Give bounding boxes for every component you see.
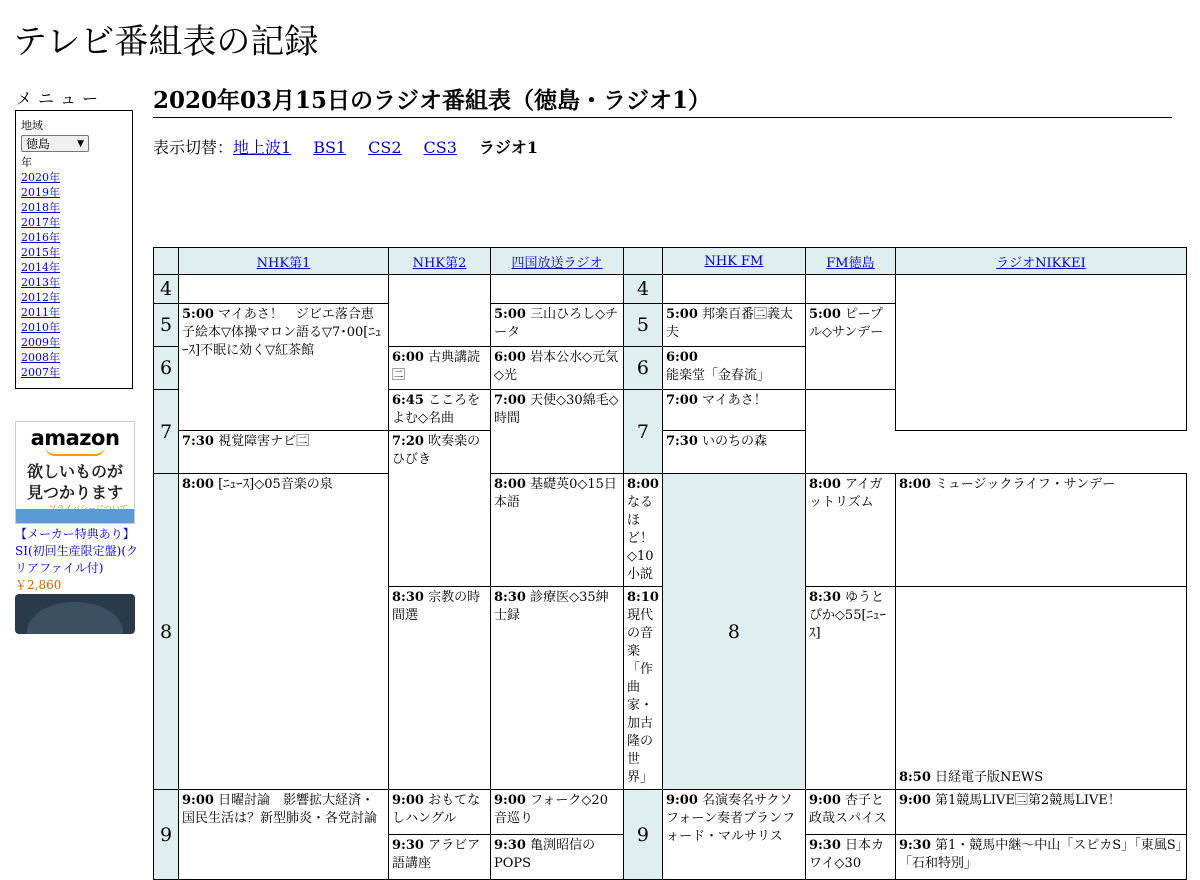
hour-cell: 8: [154, 474, 179, 790]
program-title: ゆうとぴか◇55[ﾆｭｰｽ]: [808, 590, 887, 641]
program-title: マイあさ！: [702, 393, 767, 408]
radio-schedule-table: [153, 247, 1187, 880]
region-select[interactable]: [21, 135, 89, 152]
switch-tab-radio-current: ラジオ1: [478, 138, 539, 157]
program-title: [ﾆｭｰｽ]◇05音楽の泉: [218, 477, 333, 492]
hour-cell: 6: [624, 347, 663, 390]
program-cell[interactable]: [491, 347, 624, 390]
program-cell[interactable]: [805, 474, 895, 587]
program-cell[interactable]: [662, 304, 805, 347]
program-cell[interactable]: [389, 790, 491, 835]
program-cell[interactable]: [179, 431, 389, 474]
program-time: 8:00: [627, 477, 659, 492]
product-image[interactable]: [15, 594, 135, 634]
program-time: 9:00: [898, 793, 931, 808]
program-cell[interactable]: [491, 304, 624, 347]
product-link[interactable]: 【メーカー特典あり】SI(初回生産限定盤)(クリアファイル付): [15, 527, 139, 575]
program-time: 6:00: [392, 350, 424, 365]
channel-header: [491, 248, 624, 275]
hour-cell: 7: [154, 390, 179, 474]
program-title: フォーク◇20音巡り: [494, 793, 608, 826]
hour-cell: 4: [624, 275, 663, 304]
program-title: 三山ひろし◇チータ: [494, 307, 619, 340]
year-link[interactable]: 2018年: [21, 201, 60, 214]
channel-link-nhk2[interactable]: NHK第2: [412, 255, 467, 271]
hour-cell: 6: [154, 347, 179, 390]
program-title: アラビア語講座: [392, 838, 481, 871]
program-time: 7:00: [665, 393, 698, 408]
year-link[interactable]: 2016年: [21, 231, 60, 244]
program-time: 8:10: [627, 590, 659, 605]
program-cell[interactable]: [662, 790, 805, 880]
switch-tab-bs1[interactable]: BS1: [313, 138, 347, 157]
year-label: 年: [21, 156, 32, 169]
program-time: 7:00: [494, 393, 526, 408]
view-switcher: [153, 135, 538, 158]
program-title: マイあさ！ ジビエ落合恵子絵本▽体操マロン語る▽7･00[ﾆｭｰｽ]不眠に効く▽紅茶館: [182, 307, 382, 358]
program-title: 吹奏楽のひびき: [392, 434, 481, 467]
program-cell[interactable]: [389, 431, 491, 587]
program-time: 9:00: [665, 793, 698, 808]
page-title: 2020年03月15日のラジオ番組表（徳島・ラジオ1）: [153, 82, 1172, 118]
channel-link-jrt[interactable]: 四国放送ラジオ: [511, 255, 603, 271]
year-link[interactable]: 2011年: [21, 306, 60, 319]
program-cell[interactable]: [805, 587, 895, 790]
year-link[interactable]: 2009年: [21, 336, 60, 349]
empty-cell: [895, 275, 1186, 431]
channel-header: [895, 248, 1186, 275]
hour-cell: 9: [154, 790, 179, 880]
amazon-logo: amazon: [30, 426, 120, 450]
ad-catch-2: 見つかります: [26, 483, 123, 502]
program-title: ピープル◇サンデー: [808, 307, 884, 340]
program-cell[interactable]: [662, 431, 805, 474]
program-title: 日経電子版NEWS: [935, 770, 1044, 785]
empty-cell: [662, 275, 805, 304]
program-title: 名演奏名サクソフォーン奏者ブランフォード・マルサリス: [665, 793, 796, 844]
program-time: 5:00: [808, 307, 841, 322]
ad-catch-1: 欲しいものが: [26, 462, 123, 481]
switch-tab-terrestrial[interactable]: 地上波1: [233, 138, 292, 157]
program-cell[interactable]: [895, 587, 1186, 790]
program-cell[interactable]: [805, 304, 895, 390]
program-time: 9:30: [392, 838, 424, 853]
program-title: 第1・競馬中継〜中山「スピカS」「東風S」「石和特別」: [898, 838, 1183, 871]
program-cell[interactable]: [491, 790, 624, 835]
program-cell[interactable]: [389, 835, 491, 880]
year-link[interactable]: 2015年: [21, 246, 60, 259]
menu-title: メニュー: [16, 89, 105, 108]
program-title: なるほど！◇10小説: [627, 495, 654, 582]
program-time: 6:45: [392, 393, 424, 408]
program-cell[interactable]: [895, 835, 1186, 880]
program-cell[interactable]: [662, 390, 805, 431]
program-cell[interactable]: [389, 390, 491, 431]
program-title: こころをよむ◇名曲: [392, 393, 481, 426]
program-title: 邦楽百番🈔義太夫: [665, 307, 794, 340]
hour-cell: 7: [624, 390, 663, 474]
region-label: 地域: [21, 119, 43, 132]
program-time: 8:00: [494, 477, 526, 492]
program-cell[interactable]: [662, 347, 805, 390]
program-time: 5:00: [665, 307, 698, 322]
program-cell[interactable]: [624, 474, 663, 587]
program-time: 9:30: [808, 838, 841, 853]
program-cell[interactable]: [491, 390, 624, 474]
program-cell[interactable]: [624, 587, 663, 790]
program-cell[interactable]: [491, 835, 624, 880]
program-time: 9:30: [898, 838, 931, 853]
program-title: 基礎英0◇15日本語: [494, 477, 617, 510]
corner-cell: [154, 248, 179, 275]
channel-link-fmtokushima[interactable]: FM徳島: [826, 255, 875, 271]
program-title: 亀渕昭信のPOPS: [494, 838, 596, 871]
program-time: 9:00: [808, 793, 841, 808]
program-time: 9:00: [182, 793, 214, 808]
program-cell[interactable]: [895, 790, 1186, 835]
program-time: 8:00: [182, 477, 214, 492]
product-image-shape: [27, 602, 123, 634]
program-cell[interactable]: [179, 474, 389, 790]
channel-link-nikkei[interactable]: ラジオNIKKEI: [996, 255, 1086, 271]
program-time: 5:00: [182, 307, 214, 322]
program-time: 7:20: [392, 434, 424, 449]
switch-tab-cs2[interactable]: CS2: [368, 138, 402, 157]
empty-cell: [389, 275, 491, 347]
program-cell[interactable]: [895, 474, 1186, 587]
program-title: 能楽堂「金春流」: [665, 368, 770, 383]
program-time: 7:30: [665, 434, 698, 449]
switcher-label: 表示切替：: [153, 138, 234, 157]
program-title: 診療医◇35紳士録: [494, 590, 609, 623]
program-title: 現代の音楽「作曲家・加古隆の世界」: [627, 608, 654, 785]
year-list: [21, 170, 127, 380]
program-cell[interactable]: [389, 587, 491, 790]
amazon-ad[interactable]: [15, 421, 135, 524]
program-cell[interactable]: [179, 304, 389, 431]
year-link[interactable]: 2014年: [21, 261, 60, 274]
program-time: 9:00: [392, 793, 424, 808]
program-time: 8:00: [808, 477, 841, 492]
channel-header: [662, 248, 805, 275]
program-title: アイガットリズム: [808, 477, 883, 510]
region-value: 徳島: [26, 137, 51, 151]
corner-cell: [624, 248, 663, 275]
program-cell[interactable]: [805, 790, 895, 835]
year-link[interactable]: 2019年: [21, 186, 60, 199]
empty-cell: [491, 275, 624, 304]
program-time: 8:30: [392, 590, 424, 605]
hour-cell: 5: [624, 304, 663, 347]
chevron-down-icon: ▼: [77, 138, 84, 149]
channel-link-nhk1[interactable]: NHK第1: [256, 255, 311, 271]
year-link[interactable]: 2013年: [21, 276, 60, 289]
year-link[interactable]: 2020年: [21, 171, 60, 184]
program-cell[interactable]: [491, 474, 624, 587]
program-title: おもてなしハングル: [392, 793, 481, 826]
program-title: 杏子と政哉スパイス: [808, 793, 887, 826]
year-link[interactable]: 2017年: [21, 216, 60, 229]
program-cell[interactable]: [389, 347, 491, 390]
program-cell[interactable]: [491, 587, 624, 790]
empty-cell: [805, 275, 895, 304]
hour-cell: 4: [154, 275, 179, 304]
year-link[interactable]: 2007年: [21, 366, 60, 379]
program-time: 8:00: [898, 477, 931, 492]
empty-cell: [179, 275, 389, 304]
hour-cell: 5: [154, 304, 179, 347]
hour-cell: 8: [662, 474, 805, 790]
hour-cell: 9: [624, 790, 663, 880]
program-title: いのちの森: [702, 434, 768, 449]
program-time: 8:30: [494, 590, 526, 605]
program-time: 8:50: [898, 770, 931, 785]
program-time: 5:00: [494, 307, 526, 322]
channel-header: [805, 248, 895, 275]
program-title: 天使◇30綿毛◇時間: [494, 393, 619, 426]
program-time: 6:00: [494, 350, 526, 365]
program-time: 8:30: [808, 590, 841, 605]
switch-tab-cs3[interactable]: CS3: [423, 138, 457, 157]
program-title: 視覚障害ナビ🈔: [218, 434, 310, 449]
channel-header: [389, 248, 491, 275]
program-cell[interactable]: [805, 835, 895, 880]
program-title: 第1競馬LIVE🈔第2競馬LIVE！: [935, 793, 1121, 808]
program-time: 9:30: [494, 838, 526, 853]
year-link[interactable]: 2012年: [21, 291, 60, 304]
ad-bar: [16, 509, 134, 523]
program-title: ミュージックライフ・サンデー: [935, 477, 1116, 492]
program-time: 6:00: [665, 350, 698, 365]
channel-link-nhkfm[interactable]: NHK FM: [704, 253, 764, 269]
menu-box: [15, 110, 133, 389]
program-title: 日曜討論 影響拡大経済・国民生活は？新型肺炎・各党討論: [182, 793, 378, 826]
year-link[interactable]: 2008年: [21, 351, 60, 364]
channel-header: [179, 248, 389, 275]
site-title: テレビ番組表の記録: [13, 22, 319, 62]
program-title: 岩本公水◇元気◇光: [494, 350, 619, 383]
year-link[interactable]: 2010年: [21, 321, 60, 334]
program-time: 9:00: [494, 793, 526, 808]
program-time: 7:30: [182, 434, 214, 449]
program-title: 古典講読🈔: [392, 350, 481, 383]
program-title: 日本カワイ◇30: [808, 838, 885, 871]
program-cell[interactable]: [179, 790, 389, 880]
program-title: 宗教の時間選: [392, 590, 481, 623]
product-price: ￥2,860: [15, 578, 62, 592]
